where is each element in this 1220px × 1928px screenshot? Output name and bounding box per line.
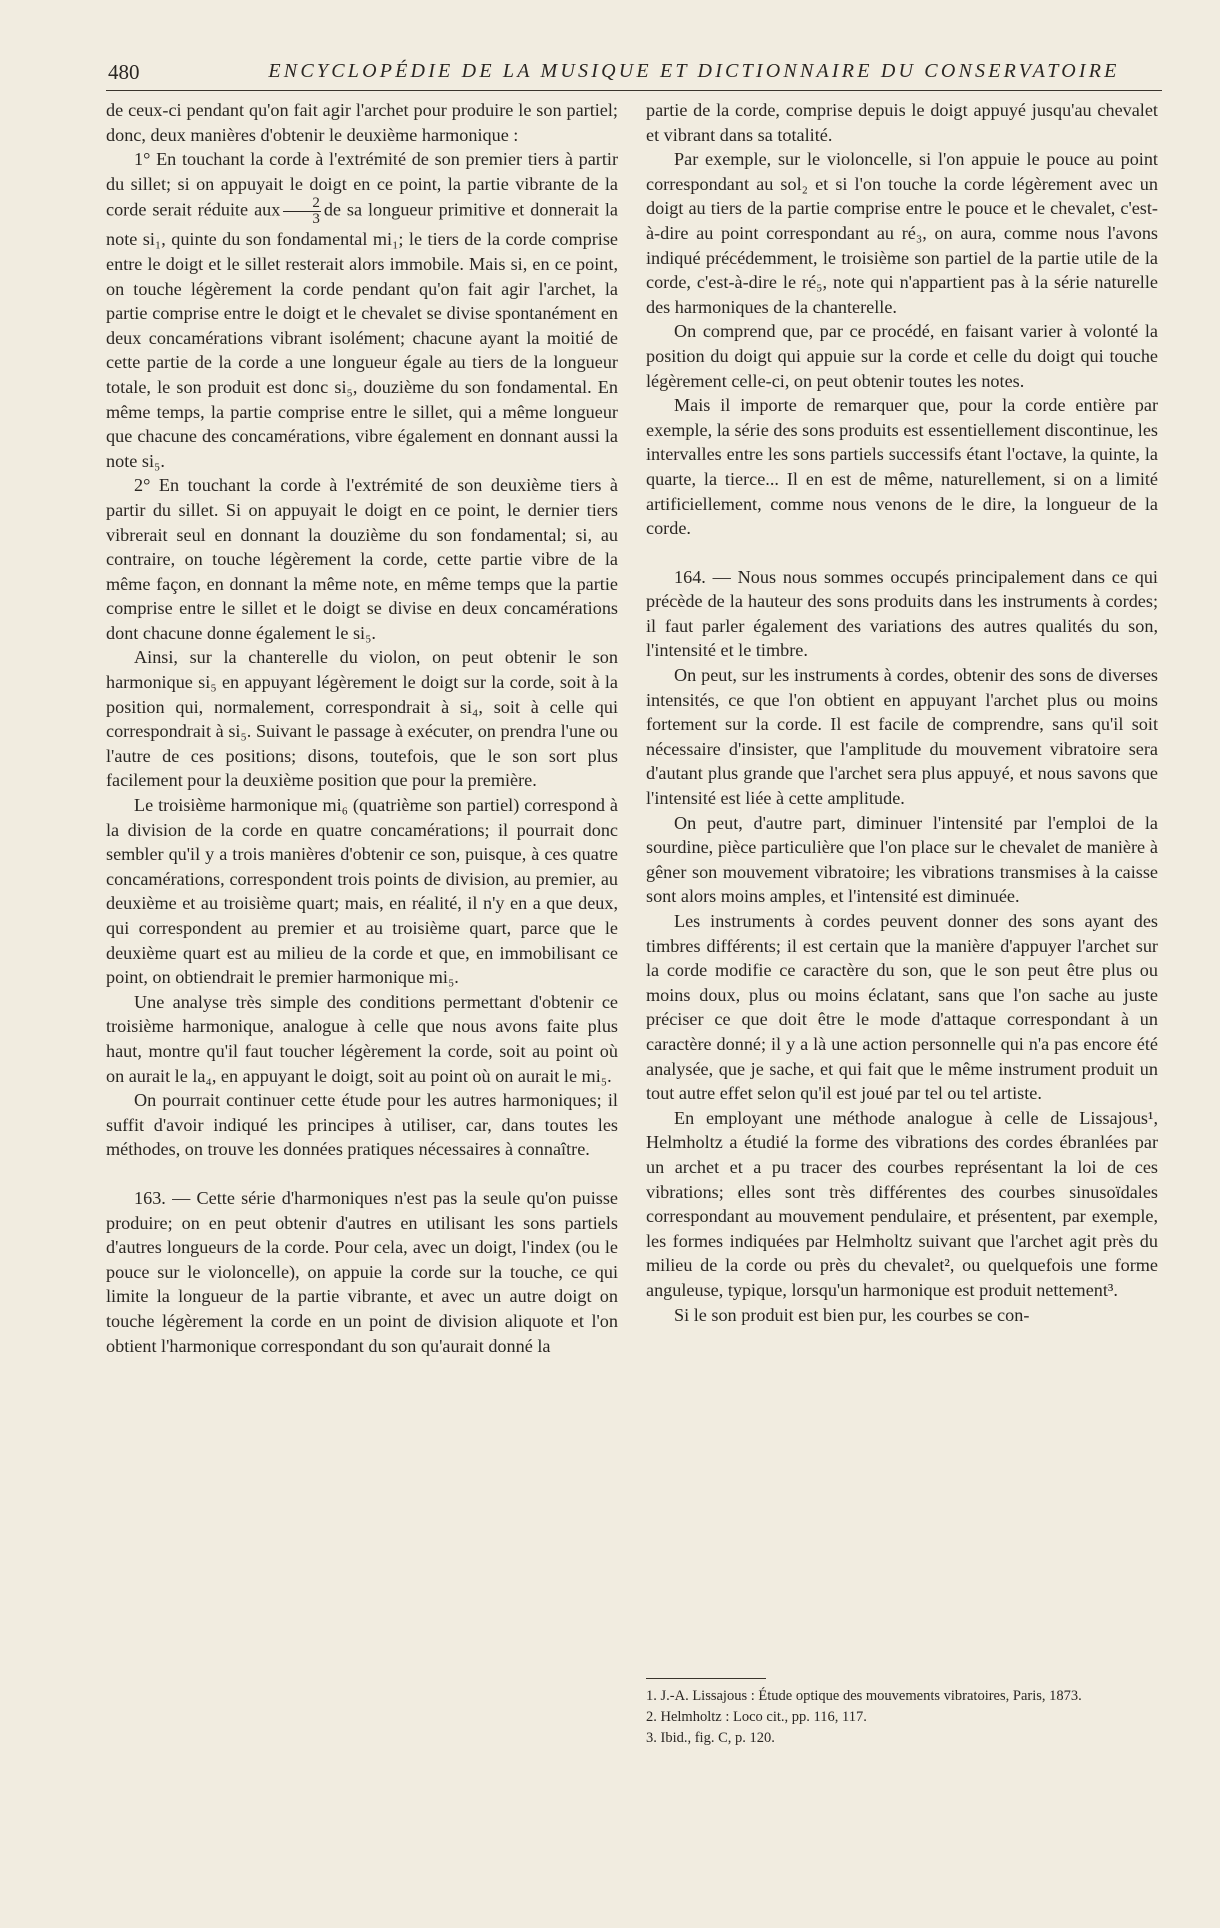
fraction: [283, 196, 321, 227]
footnote: 3. Ibid., fig. C, p. 120.: [646, 1730, 775, 1746]
running-title: ENCYCLOPÉDIE DE LA MUSIQUE ET DICTIONNAIRE DU CONSERVATOIRE: [268, 60, 1120, 82]
paragraph: On pourrait continuer cette étude pour les autres harmoniques; il suffit d'avoir indiqué les principes à utiliser, car, dans toutes les méthodes, on trouve les données pratiques nécessaires à connaître.: [106, 1090, 618, 1160]
fraction-numerator: 2: [283, 196, 321, 212]
paragraph: 2° En touchant la corde à l'extrémité de son deuxième tiers à partir du sillet. Si on appuyait le doigt en ce point, le dernier tiers vibrerait seul en donnant la douzième du son fondamental; si, au contraire, on touche légèrement la corde, cette partie vibre de la même façon, en donnant la même note, en même temps que la partie comprise entre le sillet et le doigt se divise en deux concamérations dont chacune donne également le si₅.: [106, 475, 618, 643]
paragraph: On peut, d'autre part, diminuer l'intensité par l'emploi de la sourdine, pièce particulière que l'on place sur le chevalet de manière à gêner son mouvement vibratoire; les vibrations transmises à la caisse sont alors moins amples, et l'intensité est diminuée.: [646, 812, 1158, 907]
left-column: [106, 98, 618, 1358]
section-paragraph-163: 163. — Cette série d'harmoniques n'est pas la seule qu'on puisse produire; on en peut obtenir d'autres en utilisant les sons partiels d'autres longueurs de la corde. Pour cela, avec un doigt, l'index (ou le pouce sur le violoncelle), on appuie la corde sur la touche, ce qui limite la longueur de la partie vibrante, et avec un autre doigt on touche légèrement la corde en un point de division aliquote et l'on obtient l'harmonique correspondant du son qu'aurait donné la: [106, 1187, 618, 1356]
paragraph: On peut, sur les instruments à cordes, obtenir des sons de diverses intensités, ce que l'on obtient en appuyant l'archet plus ou moins fortement sur la corde. Il est facile de comprendre, sans qu'il soit nécessaire d'insister, que l'amplitude du mouvement vibratoire sera d'autant plus grande que l'archet sera plus appuyé, et nous savons que l'intensité est liée à cette amplitude.: [646, 665, 1158, 809]
footnotes: [646, 1678, 1158, 1750]
paragraph: Si le son produit est bien pur, les courbes se con-: [674, 1304, 1030, 1325]
paragraph: Ainsi, sur la chanterelle du violon, on peut obtenir le son harmonique si₅ en appuyant légèrement le doigt sur la corde, soit à la position qui, normalement, correspondrait à si₄, soit à celle qui correspondrait à si₅. Suivant le passage à exécuter, on prendra l'une ou l'autre de ces positions; disons, toutefois, que le son sort plus facilement pour la deuxième position que pour la première.: [106, 647, 618, 791]
page-header: [106, 54, 1162, 91]
paragraph-text: de sa longueur primitive et donnerait la note si₁, quinte du son fondamental mi₁; le tiers de la corde comprise entre le doigt et le sillet resterait alors immobile. Mais si, en ce point, on touche légèrement la corde pendant qu'on fait agir l'archet, la partie comprise entre le doigt et le chevalet se divise spontanément en deux concamérations vibrant isolément; chacune ayant la moitié de cette partie de la corde a une longueur égale au tiers de la longueur totale, le son produit est donc si₅, douzième du son fondamental. En même temps, la partie comprise entre le sillet, qui a même longueur que chacune des concamérations, vibre également en donnant aussi la note si₅.: [106, 200, 618, 471]
paragraph: Le troisième harmonique mi₆ (quatrième son partiel) correspond à la division de la corde en quatre concamérations; il pourrait donc sembler qu'il y a trois manières d'obtenir ce son, puisque, à ces quatre concamérations, correspondent trois points de division, au premier, au deuxième et au troisième quart; mais, en réalité, il n'y en a que deux, qui correspondent au premier et au troisième quart, parce que le deuxième quart est au milieu de la corde et que, en immobilisant ce point, on obtiendrait le premier harmonique mi₅.: [106, 795, 618, 988]
paragraph: de ceux-ci pendant qu'on fait agir l'archet pour produire le son partiel; donc, deux manières d'obtenir le deuxième harmonique :: [106, 100, 618, 145]
paragraph: Une analyse très simple des conditions permettant d'obtenir ce troisième harmonique, analogue à celle que nous avons faite plus haut, montre qu'il faut toucher légèrement la corde, soit au point où on aurait le la₄, en appuyant le doigt, soit au point où on aurait le mi₅.: [106, 991, 618, 1086]
paragraph: Mais il importe de remarquer que, pour la corde entière par exemple, la série des sons produits est essentiellement discontinue, les intervalles entre les sons partiels successifs étant l'octave, la quinte, la quarte, la tierce... Il en est de même, naturellement, si on a limité artificiellement, comme nous venons de le dire, la longueur de la corde.: [646, 395, 1158, 539]
paragraph: Par exemple, sur le violoncelle, si l'on appuie le pouce au point correspondant au sol₂ et si l'on touche la corde légèrement avec un doigt au tiers de la partie comprise entre le pouce et le chevalet, c'est-à-dire au point correspondant au ré₃, on aura, comme nous l'avons indiqué précédemment, le troisième son partiel de la partie utile de la corde, c'est-à-dire le ré₅, note qui n'appartient pas à la série naturelle des harmoniques de la chanterelle.: [646, 149, 1158, 317]
paragraph: Les instruments à cordes peuvent donner des sons ayant des timbres différents; il est certain que la manière d'appuyer l'archet sur la corde modifie ce caractère du son, que le son peut être plus ou moins doux, plus ou moins éclatant, sans que l'on sache au juste préciser ce que doit être le mode d'attaque correspondant à un caractère donné; il y a là une action personnelle qui n'a pas encore été analysée, que je sache, et qui fait que le même instrument produit un tout autre effet selon qu'il est joué par tel ou tel artiste.: [646, 911, 1158, 1104]
footnote: 1. J.-A. Lissajous : Étude optique des mouvements vibratoires, Paris, 1873.: [646, 1688, 1082, 1704]
footnote: 2. Helmholtz : Loco cit., pp. 116, 117.: [646, 1709, 867, 1725]
paragraph: [106, 147, 618, 473]
page-number: 480: [108, 60, 140, 84]
right-column: [646, 98, 1158, 1327]
paragraph: En employant une méthode analogue à celle de Lissajous¹, Helmholtz a étudié la forme des vibrations des cordes ébranlées par un archet et a pu tracer des courbes représentant la loi de ces vibrations; elles sont très différentes des courbes sinusoïdales correspondant au mouvement pendulaire, et présentent, par exemple, les formes indiquées par Helmholtz suivant que l'archet agit près du milieu de la corde ou près du chevalet², ou quelquefois une forme anguleuse, typique, lorsqu'un harmonique est produit nettement³.: [646, 1107, 1158, 1300]
paragraph: On comprend que, par ce procédé, en faisant varier à volonté la position du doigt qui appuie sur la corde et celle du doigt qui touche légèrement celle-ci, on peut obtenir toutes les notes.: [646, 321, 1158, 391]
footnote-rule: [646, 1678, 766, 1679]
paragraph-text: 1° En touchant la corde à l'extrémité de son premier tiers à partir du sillet; si on appuyait le doigt en ce point, la partie vibrante de la corde serait réduite aux: [106, 149, 618, 221]
paragraph: partie de la corde, comprise depuis le doigt appuyé jusqu'au chevalet et vibrant dans sa totalité.: [646, 100, 1158, 145]
fraction-denominator: 3: [312, 211, 320, 228]
section-paragraph-164: 164. — Nous nous sommes occupés principalement dans ce qui précède de la hauteur des sons produits dans les instruments à cordes; il faut parler également des variations des autres qualités du son, l'intensité et le timbre.: [646, 566, 1158, 661]
